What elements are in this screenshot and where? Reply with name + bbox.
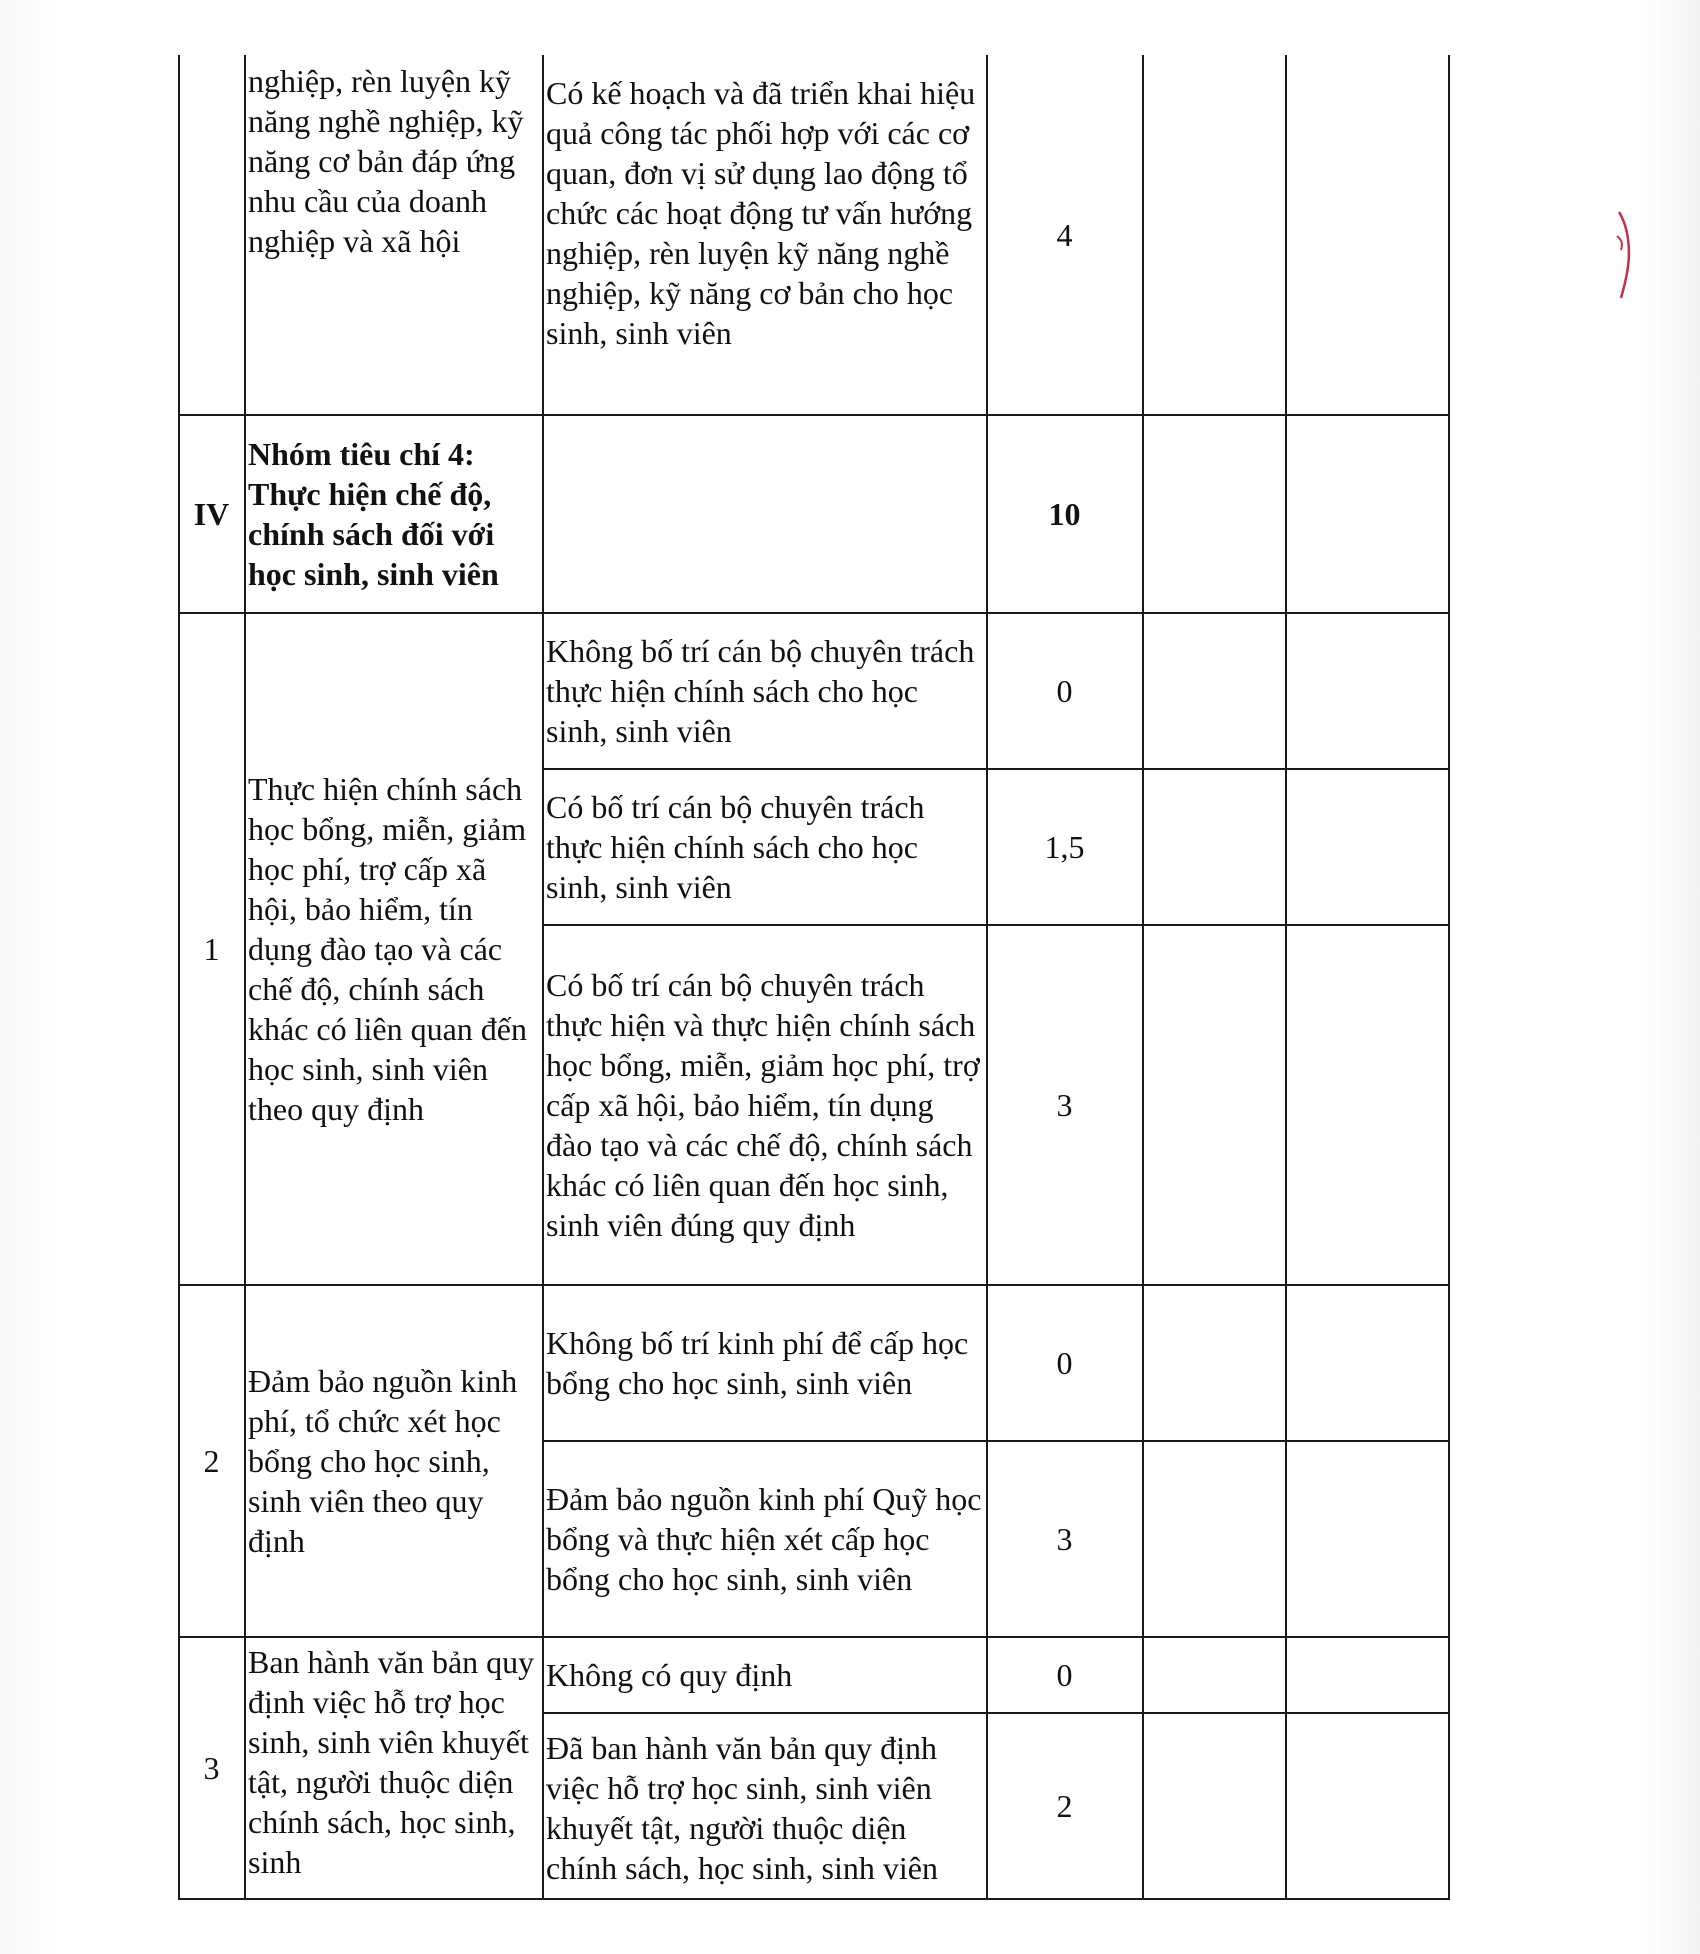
note-cell bbox=[1286, 1713, 1449, 1899]
criterion-cell: Ban hành văn bản quy định việc hỗ trợ học sinh, sinh viên khuyết tật, người thuộc diện chính sách, học sinh, sinh bbox=[245, 1637, 543, 1899]
level-text: Không bố trí cán bộ chuyên trách thực hiện chính sách cho học sinh, sinh viên bbox=[543, 613, 987, 769]
self-score-cell bbox=[1143, 1637, 1286, 1713]
note-cell bbox=[1286, 1441, 1449, 1637]
self-score-cell bbox=[1143, 1285, 1286, 1441]
note-cell bbox=[1286, 1637, 1449, 1713]
self-score-cell bbox=[1143, 925, 1286, 1285]
self-score-cell bbox=[1143, 613, 1286, 769]
level-text: Không có quy định bbox=[543, 1637, 987, 1713]
criterion-cell: nghiệp, rèn luyện kỹ năng nghề nghiệp, kỹ năng cơ bản đáp ứng nhu cầu của doanh nghiệp và xã hội bbox=[245, 55, 543, 415]
group-number: IV bbox=[179, 415, 245, 613]
max-score: 3 bbox=[987, 1441, 1143, 1637]
table-row bbox=[179, 613, 1449, 769]
table-row-group bbox=[179, 415, 1449, 613]
max-score: 0 bbox=[987, 613, 1143, 769]
note-cell bbox=[1286, 613, 1449, 769]
row-number bbox=[179, 55, 245, 415]
table-row bbox=[179, 1285, 1449, 1441]
row-number: 2 bbox=[179, 1285, 245, 1637]
criterion-cell: Thực hiện chính sách học bổng, miễn, giảm học phí, trợ cấp xã hội, bảo hiểm, tín dụng đào tạo và các chế độ, chính sách khác có liên quan đến học sinh, sinh viên theo quy định bbox=[245, 613, 543, 1285]
level-text: Đã ban hành văn bản quy định việc hỗ trợ học sinh, sinh viên khuyết tật, người thuộc diện chính sách, học sinh, sinh viên bbox=[543, 1713, 987, 1899]
note-cell bbox=[1286, 1285, 1449, 1441]
self-score-cell bbox=[1143, 1441, 1286, 1637]
level-text: Đảm bảo nguồn kinh phí Quỹ học bổng và thực hiện xét cấp học bổng cho học sinh, sinh viên bbox=[543, 1441, 987, 1637]
criterion-cell: Đảm bảo nguồn kinh phí, tổ chức xét học bổng cho học sinh, sinh viên theo quy định bbox=[245, 1285, 543, 1637]
level-text: Không bố trí kinh phí để cấp học bổng cho học sinh, sinh viên bbox=[543, 1285, 987, 1441]
max-score: 0 bbox=[987, 1637, 1143, 1713]
note-cell bbox=[1286, 769, 1449, 925]
self-score-cell bbox=[1143, 415, 1286, 613]
group-max-score: 10 bbox=[987, 415, 1143, 613]
note-cell bbox=[1286, 55, 1449, 415]
self-score-cell bbox=[1143, 769, 1286, 925]
note-cell bbox=[1286, 415, 1449, 613]
criteria-table bbox=[178, 55, 1450, 1900]
table-row bbox=[179, 55, 1449, 415]
level-text bbox=[543, 415, 987, 613]
max-score: 0 bbox=[987, 1285, 1143, 1441]
max-score: 4 bbox=[987, 55, 1143, 415]
level-text: Có kế hoạch và đã triển khai hiệu quả công tác phối hợp với các cơ quan, đơn vị sử dụng lao động tổ chức các hoạt động tư vấn hướng nghiệp, rèn luyện kỹ năng nghề nghiệp, kỹ năng cơ bản cho học sinh, sinh viên bbox=[543, 55, 987, 415]
max-score: 1,5 bbox=[987, 769, 1143, 925]
note-cell bbox=[1286, 925, 1449, 1285]
level-text: Có bố trí cán bộ chuyên trách thực hiện chính sách cho học sinh, sinh viên bbox=[543, 769, 987, 925]
table-row bbox=[179, 1637, 1449, 1713]
red-pen-mark-icon bbox=[1616, 208, 1634, 300]
max-score: 2 bbox=[987, 1713, 1143, 1899]
group-title: Nhóm tiêu chí 4: Thực hiện chế độ, chính sách đối với học sinh, sinh viên bbox=[245, 415, 543, 613]
row-number: 3 bbox=[179, 1637, 245, 1899]
self-score-cell bbox=[1143, 55, 1286, 415]
self-score-cell bbox=[1143, 1713, 1286, 1899]
max-score: 3 bbox=[987, 925, 1143, 1285]
level-text: Có bố trí cán bộ chuyên trách thực hiện và thực hiện chính sách học bổng, miễn, giảm học phí, trợ cấp xã hội, bảo hiểm, tín dụng đào tạo và các chế độ, chính sách khác có liên quan đến học sinh, sinh viên đúng quy định bbox=[543, 925, 987, 1285]
row-number: 1 bbox=[179, 613, 245, 1285]
